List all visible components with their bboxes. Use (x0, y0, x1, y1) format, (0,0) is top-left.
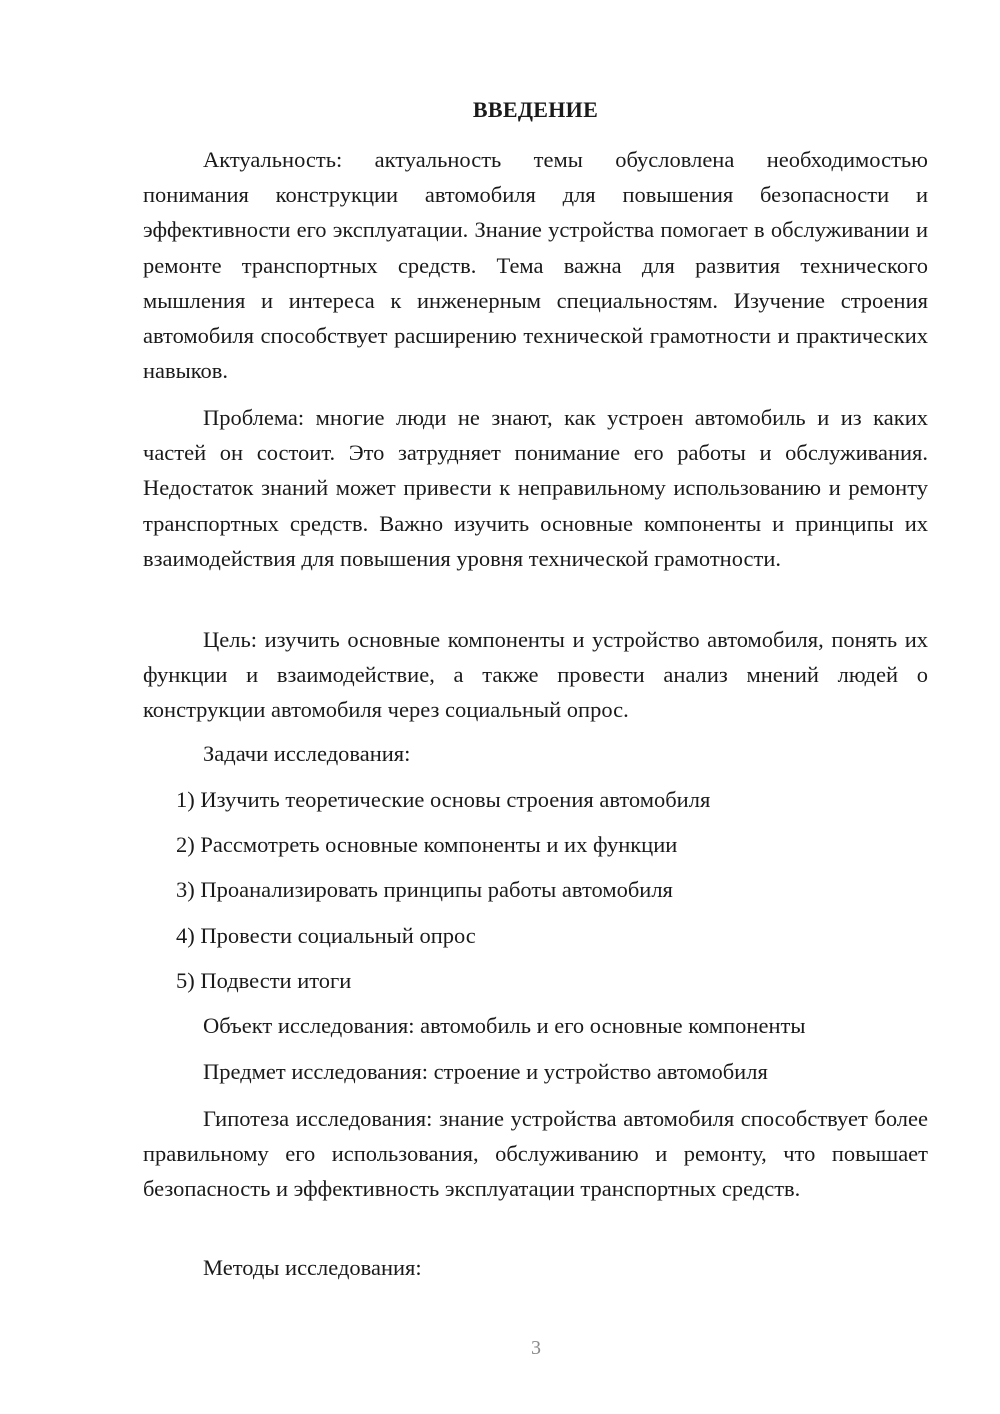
task-item: 1) Изучить теоретические основы строения автомобиля (176, 787, 711, 812)
hypothesis-paragraph: Гипотеза исследования: знание устройства автомобиля способствует более правильному его использования, обслуживанию и ремонту, что повышает безопасность и эффективность эксплуатации транспортных средств. (143, 1106, 928, 1202)
task-item: 2) Рассмотреть основные компоненты и их функции (176, 832, 678, 857)
task-item: 5) Подвести итоги (176, 968, 352, 993)
research-object: Объект исследования: автомобиль и его основные компоненты (203, 1013, 806, 1038)
relevance-paragraph: Актуальность: актуальность темы обусловлена необходимостью понимания конструкции автомобиля для повышения безопасности и эффективности его эксплуатации. Знание устройства помогает в обслуживании и ремонте транспортных средств. Тема важна для развития технического мышления и интереса к инженерным специальностям. Изучение строения автомобиля способствует расширению технической грамотности и практических навыков. (143, 147, 928, 384)
tasks-heading: Задачи исследования: (203, 741, 411, 766)
task-item: 3) Проанализировать принципы работы автомобиля (176, 877, 673, 902)
research-subject: Предмет исследования: строение и устройство автомобиля (203, 1059, 768, 1084)
task-item: 4) Провести социальный опрос (176, 923, 476, 948)
goal-paragraph: Цель: изучить основные компоненты и устройство автомобиля, понять их функции и взаимодействие, а также провести анализ мнений людей о конструкции автомобиля через социальный опрос. (143, 627, 928, 723)
problem-paragraph: Проблема: многие люди не знают, как устроен автомобиль и из каких частей он состоит. Это затрудняет понимание его работы и обслуживания. Недостаток знаний может привести к неправильному использованию и ремонту транспортных средств. Важно изучить основные компоненты и принципы их взаимодействия для повышения уровня технической грамотности. (143, 405, 928, 571)
methods-heading: Методы исследования: (203, 1255, 422, 1280)
section-heading: ВВЕДЕНИЕ (472, 97, 599, 122)
page-number: 3 (531, 1337, 541, 1359)
